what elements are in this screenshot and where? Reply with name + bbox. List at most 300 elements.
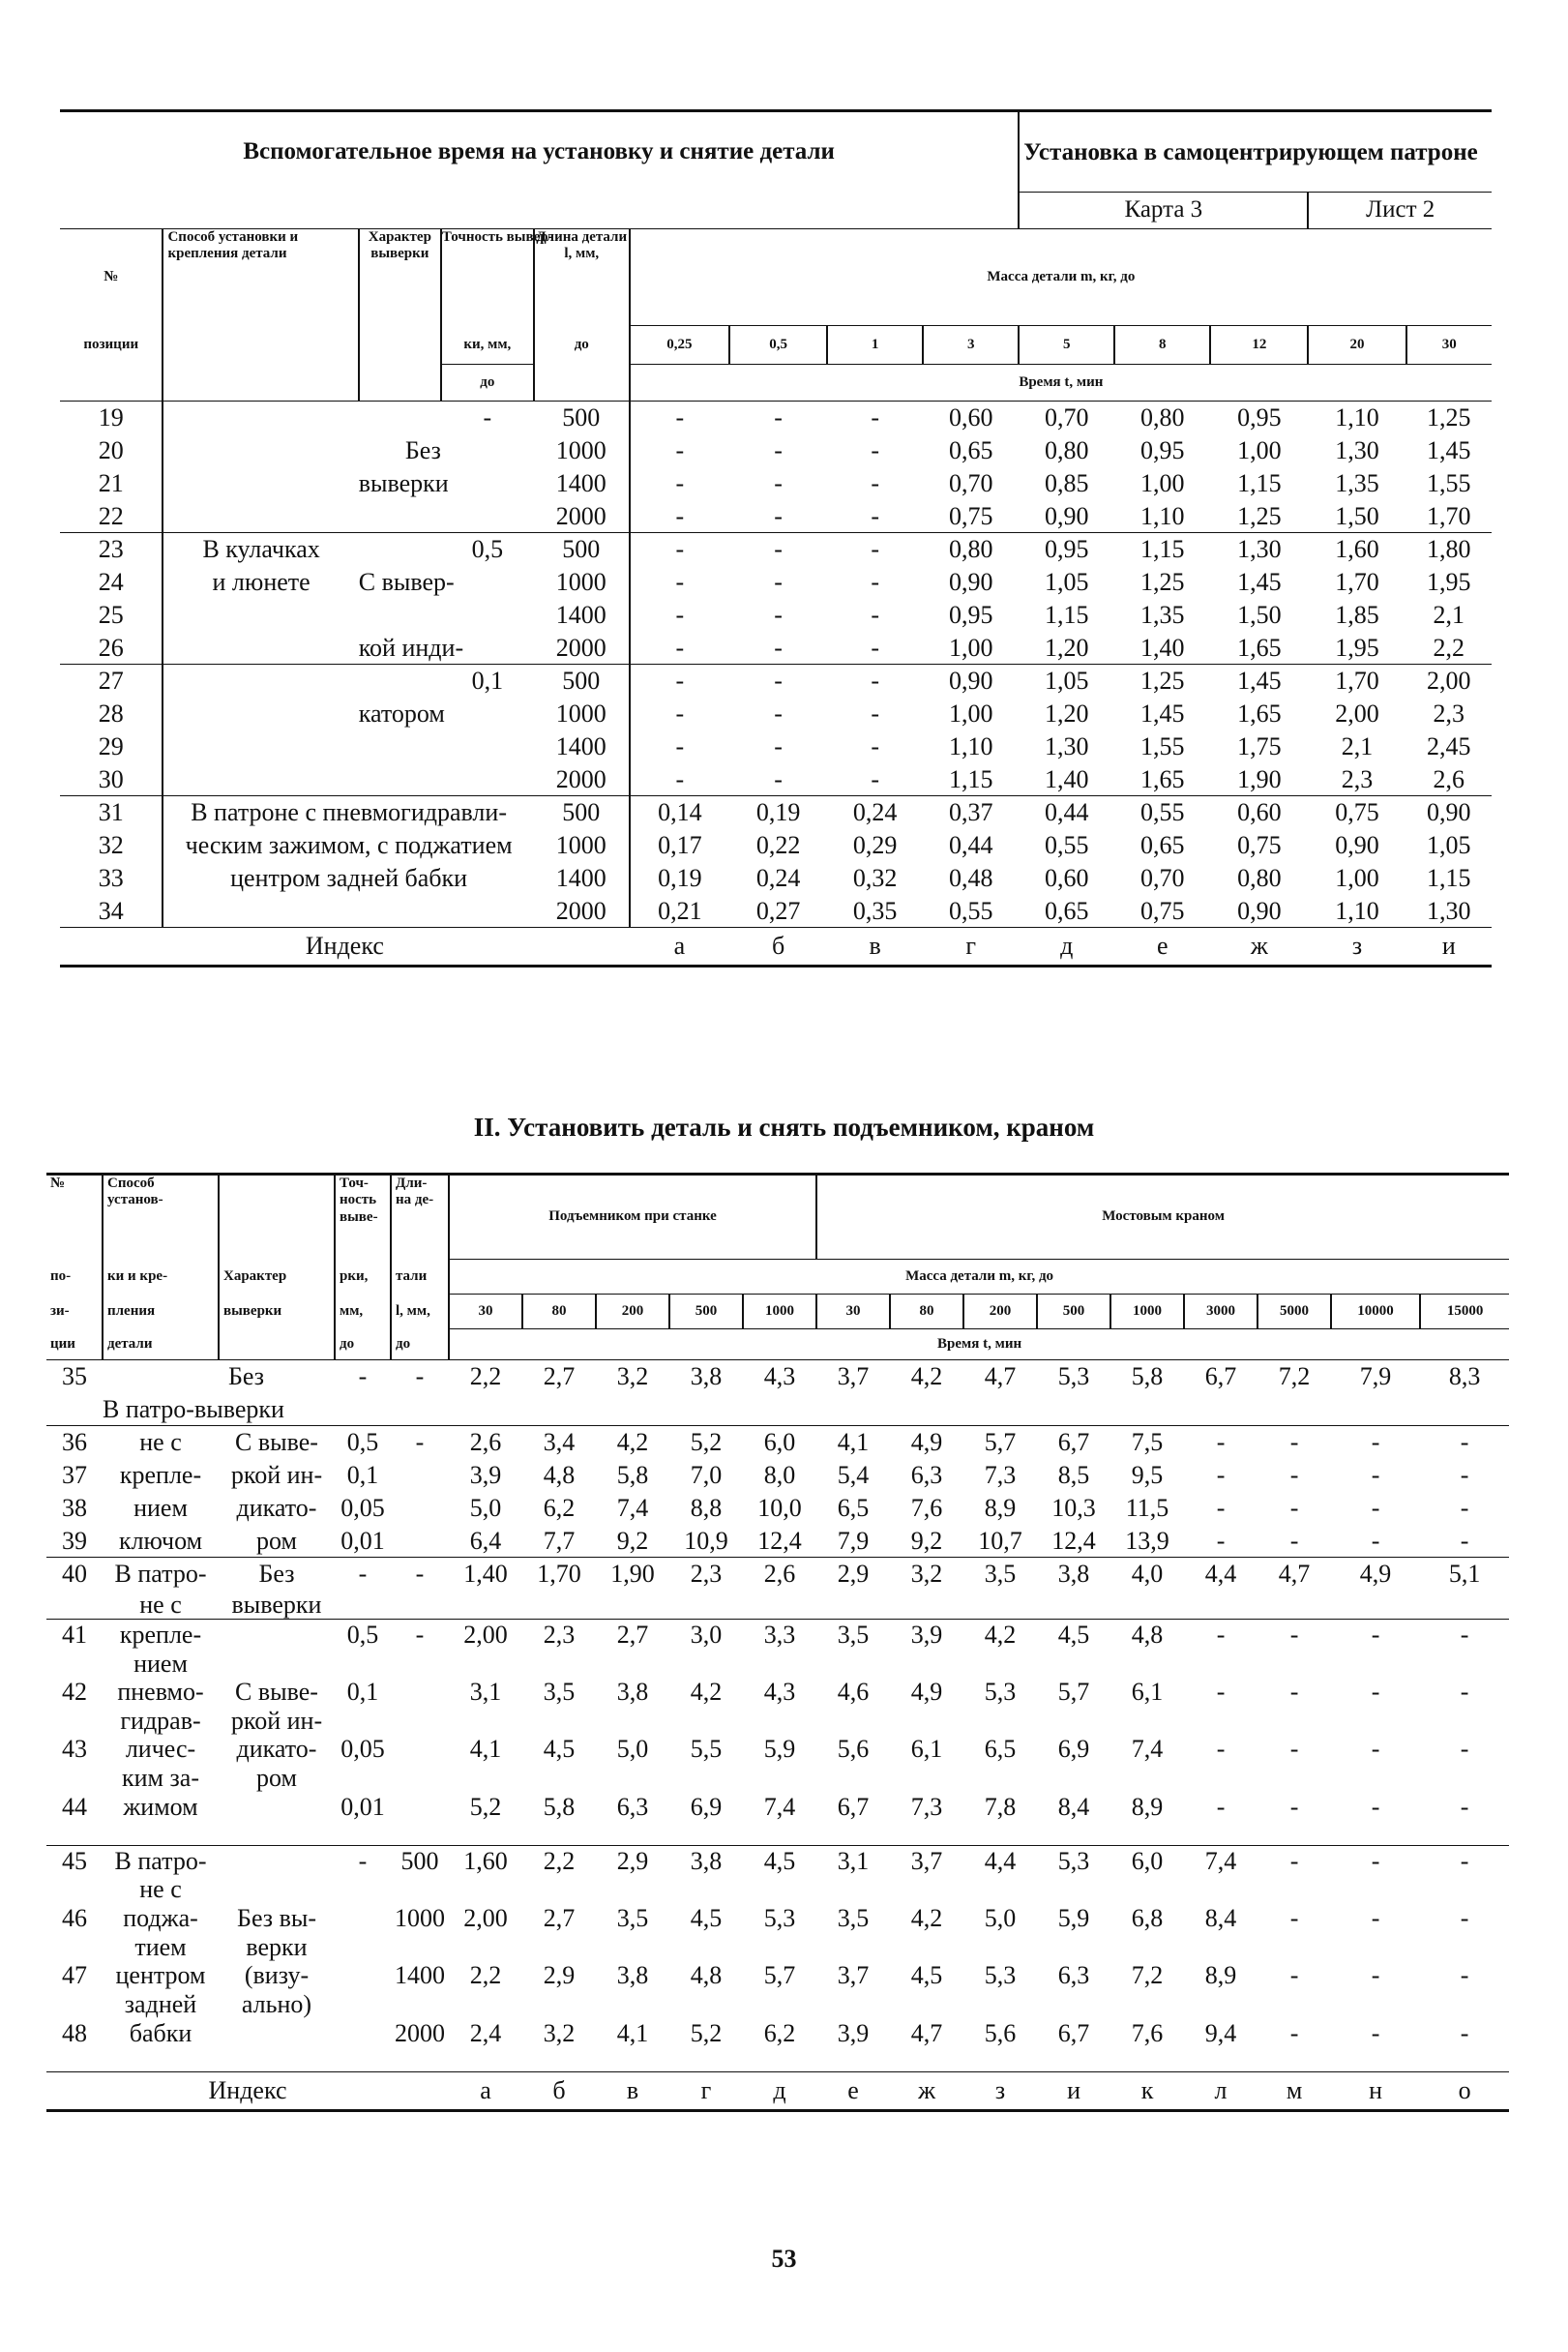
- blank: [743, 1934, 816, 1960]
- time-value: 4,9: [910, 1678, 943, 1707]
- time-value: 6,1: [1131, 1678, 1164, 1707]
- blank: [1257, 2048, 1331, 2071]
- time-value: 8,4: [1204, 1904, 1237, 1933]
- time-value: 7,3: [984, 1460, 1017, 1489]
- blank: [391, 1934, 449, 1960]
- time-value: 0,90: [1335, 830, 1379, 859]
- col-acc-3: до: [441, 365, 534, 402]
- char-cell: [359, 665, 441, 698]
- time-value: 7,2: [1131, 1961, 1164, 1990]
- blank: [46, 1393, 103, 1426]
- time-value: -: [1216, 1460, 1226, 1489]
- table-row: [60, 599, 1492, 632]
- blank: [1420, 1991, 1509, 2017]
- index-value: м: [1286, 2076, 1303, 2105]
- time-value: 7,6: [910, 1493, 943, 1522]
- blank: [1257, 1934, 1331, 1960]
- time-value: 0,80: [1045, 435, 1089, 464]
- blank: [391, 1765, 449, 1791]
- method-cell: ключом: [118, 1526, 203, 1555]
- time-value: 1,90: [1237, 764, 1282, 793]
- blank: [449, 1934, 522, 1960]
- time-value: 1,55: [1427, 468, 1471, 497]
- time-value: 5,3: [984, 1961, 1017, 1990]
- time-value: 0,95: [948, 600, 993, 629]
- time-value: 3,5: [616, 1904, 649, 1933]
- length-cell: [391, 1677, 449, 1708]
- table-row: [46, 1558, 1509, 1591]
- col-method: Способ установки и крепления детали: [163, 229, 358, 326]
- time-value: -: [1371, 1904, 1380, 1933]
- blank: [669, 1708, 743, 1734]
- col-no-2: по-: [50, 1267, 72, 1284]
- time-value: 4,6: [837, 1678, 870, 1707]
- mass-col: 5: [1019, 326, 1114, 365]
- time-value: 0,95: [1045, 535, 1089, 564]
- method-cell: [163, 895, 533, 928]
- time-value: 12,4: [1051, 1526, 1096, 1555]
- time-value: 7,0: [690, 1460, 723, 1489]
- table-row: [60, 763, 1492, 796]
- time-value: 3,1: [469, 1678, 502, 1707]
- time-value: 1,05: [1045, 567, 1089, 596]
- blank: [1257, 1393, 1331, 1426]
- table-row: [46, 1591, 1509, 1620]
- blank: [1110, 1934, 1184, 1960]
- char-cell: Без: [228, 1362, 265, 1391]
- blank: [1257, 1591, 1331, 1620]
- blank: [335, 2048, 391, 2071]
- col-len-4: до: [391, 1329, 449, 1360]
- time-value: 4,1: [616, 2018, 649, 2047]
- blank: [449, 1393, 522, 1426]
- time-value: -: [1289, 1846, 1299, 1875]
- blank: [1037, 1393, 1110, 1426]
- time-value: -: [871, 403, 879, 432]
- time-value: 0,24: [852, 798, 898, 827]
- method-cell: В патро-выверки: [103, 1394, 284, 1423]
- length-cell: [391, 1734, 449, 1765]
- table-row: [46, 1822, 1509, 1845]
- blank: [391, 1651, 449, 1677]
- row-number: 47: [62, 1961, 87, 1990]
- time-value: -: [675, 667, 685, 696]
- blank: [669, 1591, 743, 1620]
- mass-col: 200: [596, 1295, 669, 1329]
- blank: [669, 1991, 743, 2017]
- time-value: -: [871, 731, 879, 760]
- time-value: 0,55: [948, 896, 993, 925]
- time-value: 1,60: [1335, 535, 1379, 564]
- table-row: [60, 730, 1492, 763]
- acc-cell: -: [358, 1560, 368, 1589]
- time-value: 5,3: [763, 1904, 796, 1933]
- method-cell: не с: [139, 1428, 182, 1457]
- time-value: -: [774, 667, 783, 696]
- time-value: 4,7: [1278, 1560, 1311, 1589]
- blank: [1331, 1708, 1420, 1734]
- time-value: 0,29: [852, 830, 898, 859]
- time-value: -: [774, 633, 783, 662]
- time-value: -: [675, 633, 685, 662]
- time-value: 5,3: [984, 1678, 1017, 1707]
- mass-col: 1000: [743, 1295, 816, 1329]
- blank: [449, 1591, 522, 1620]
- table-row: [46, 1393, 1509, 1426]
- col-acc-line: Точ-: [340, 1176, 369, 1191]
- time-value: -: [871, 764, 879, 793]
- time-value: -: [871, 435, 879, 464]
- time-value: 3,1: [837, 1846, 870, 1875]
- acc-cell: 0,1: [346, 1678, 379, 1707]
- time-value: 1,95: [1335, 633, 1379, 662]
- blank: [391, 1708, 449, 1734]
- length-cell: 2000: [534, 763, 630, 796]
- time-value: 0,19: [755, 798, 801, 827]
- method-cell: тием: [134, 1932, 187, 1961]
- blank: [335, 1822, 391, 1845]
- acc-cell: 0,5: [346, 1621, 379, 1650]
- time-value: -: [1289, 1735, 1299, 1764]
- blank: [522, 1393, 596, 1426]
- row-number: 34: [98, 896, 124, 925]
- time-value: 7,4: [1131, 1735, 1164, 1764]
- time-value: -: [1371, 2018, 1380, 2047]
- char-cell: С вывер-: [358, 567, 455, 596]
- time-value: 0,75: [1237, 830, 1282, 859]
- table-row: [60, 796, 1492, 829]
- time-value: -: [774, 468, 783, 497]
- blank: [890, 1991, 963, 2017]
- method-cell: В патроне с пневмогидравли-: [163, 796, 533, 829]
- row-number: 20: [98, 435, 124, 464]
- row-number: 45: [62, 1846, 87, 1875]
- col-len: [391, 1175, 449, 1260]
- time-value: 11,5: [1125, 1493, 1169, 1522]
- time-value: 0,32: [852, 863, 898, 892]
- index-value: ж: [918, 2076, 936, 2105]
- char-cell: [219, 1791, 335, 1822]
- time-value: 0,22: [755, 830, 801, 859]
- blank: [1420, 1765, 1509, 1791]
- time-value: -: [774, 600, 783, 629]
- blank: [596, 1708, 669, 1734]
- mass-col: 0,25: [630, 326, 729, 365]
- time-value: 2,9: [543, 1961, 576, 1990]
- col-len-line: Дли-: [396, 1176, 428, 1191]
- length-cell: -: [415, 1560, 425, 1589]
- blank: [743, 1876, 816, 1902]
- col-char-2: выверки: [219, 1295, 335, 1329]
- blank: [1184, 1708, 1257, 1734]
- index-value: д: [1060, 932, 1074, 961]
- blank: [1037, 1991, 1110, 2017]
- time-value: 2,45: [1427, 731, 1471, 760]
- blank: [46, 1822, 103, 1845]
- blank: [1420, 1876, 1509, 1902]
- char-cell: катором: [358, 699, 445, 728]
- time-value: 8,3: [1448, 1362, 1481, 1391]
- acc-cell: 0,01: [340, 1526, 385, 1555]
- char-cell: ркой ин-: [230, 1706, 323, 1735]
- index-value: б: [552, 2076, 566, 2105]
- time-value: -: [1460, 1493, 1469, 1522]
- row-number: 26: [98, 633, 124, 662]
- blank: [743, 1708, 816, 1734]
- time-value: 2,00: [463, 1621, 508, 1650]
- time-value: 1,30: [1237, 535, 1282, 564]
- mass-col: 80: [890, 1295, 963, 1329]
- time-value: 10,9: [684, 1526, 728, 1555]
- blank: [890, 1822, 963, 1845]
- index-row: [60, 928, 1492, 967]
- table-row: [60, 698, 1492, 730]
- time-value: 5,0: [984, 1904, 1017, 1933]
- time-value: 3,4: [543, 1428, 576, 1457]
- time-value: 2,2: [1433, 633, 1465, 662]
- method-cell: крепле-: [119, 1621, 202, 1650]
- time-value: 2,9: [837, 1560, 870, 1589]
- method-cell: [103, 1822, 219, 1845]
- table-row: [46, 1903, 1509, 1934]
- length-cell: 2000: [395, 2018, 445, 2047]
- time-value: -: [871, 667, 879, 696]
- sheet-label: Лист 2: [1308, 193, 1492, 229]
- time-value: 3,5: [837, 1621, 870, 1650]
- time-value: 3,2: [616, 1362, 649, 1391]
- time-value: 10,0: [757, 1493, 802, 1522]
- time-value: 6,4: [469, 1526, 502, 1555]
- blank: [816, 1765, 890, 1791]
- mass-col: 10000: [1331, 1295, 1420, 1329]
- index-label: Индекс: [305, 932, 384, 961]
- time-value: 0,75: [948, 501, 993, 530]
- time-value: 1,55: [1140, 731, 1185, 760]
- blank: [1110, 2048, 1184, 2071]
- time-value: 0,95: [1237, 403, 1282, 432]
- blank: [335, 1651, 391, 1677]
- time-value: 7,4: [763, 1792, 796, 1821]
- time-value: 6,2: [543, 1493, 576, 1522]
- time-value: 1,25: [1427, 403, 1471, 432]
- length-cell: 2000: [534, 500, 630, 533]
- time-header: Время t, мин: [630, 365, 1492, 402]
- blank: [596, 1765, 669, 1791]
- char-cell: [219, 1876, 335, 1902]
- time-value: 1,00: [1237, 435, 1282, 464]
- index-label: Индекс: [208, 2076, 287, 2105]
- time-value: 9,5: [1131, 1460, 1164, 1489]
- time-value: 0,24: [755, 863, 801, 892]
- acc-cell: [335, 1903, 391, 1934]
- time-value: -: [774, 403, 783, 432]
- blank: [816, 1651, 890, 1677]
- mass-col: 1: [827, 326, 923, 365]
- time-value: 3,2: [543, 2018, 576, 2047]
- blank: [1331, 1765, 1420, 1791]
- caption-right: Установка в самоцентрирующем патроне: [1023, 138, 1478, 165]
- row-number: 39: [62, 1526, 87, 1555]
- blank: [596, 1591, 669, 1620]
- time-value: -: [1371, 1493, 1380, 1522]
- blank: [335, 1591, 391, 1620]
- index-value: и: [1441, 932, 1456, 961]
- blank: [449, 2048, 522, 2071]
- time-value: 1,10: [1335, 896, 1379, 925]
- blank: [46, 1991, 103, 2017]
- blank: [46, 2048, 103, 2071]
- time-value: 1,25: [1140, 667, 1185, 696]
- method-cell: [163, 632, 358, 665]
- time-value: -: [1289, 1526, 1299, 1555]
- char-cell: [359, 599, 441, 632]
- acc-cell: 0,5: [346, 1428, 379, 1457]
- time-value: 5,6: [984, 2018, 1017, 2047]
- time-value: 1,10: [1335, 403, 1379, 432]
- time-value: 1,90: [610, 1560, 655, 1589]
- time-value: 5,3: [1057, 1846, 1090, 1875]
- time-value: 3,5: [543, 1678, 576, 1707]
- method-cell: ческим зажимом, с поджатием: [163, 829, 533, 862]
- time-value: 1,00: [1335, 863, 1379, 892]
- time-value: -: [675, 600, 685, 629]
- blank: [890, 1591, 963, 1620]
- blank: [1184, 1876, 1257, 1902]
- time-value: 2,7: [543, 1904, 576, 1933]
- time-value: 1,00: [948, 633, 993, 662]
- blank: [1037, 1876, 1110, 1902]
- method-cell: [163, 467, 358, 500]
- blank: [1110, 1591, 1184, 1620]
- method-cell: В кулачках: [163, 533, 358, 566]
- mass-col: 20: [1308, 326, 1405, 365]
- method-cell: личес-: [125, 1735, 196, 1764]
- char-cell: Без: [258, 1560, 295, 1589]
- time-value: 4,4: [984, 1846, 1017, 1875]
- time-value: 0,44: [1045, 798, 1089, 827]
- time-value: 7,9: [837, 1526, 870, 1555]
- time-value: 1,40: [1045, 764, 1089, 793]
- blank: [1420, 1822, 1509, 1845]
- blank: [963, 1393, 1037, 1426]
- blank: [816, 1708, 890, 1734]
- length-cell: 500: [534, 665, 630, 698]
- length-cell: 1000: [534, 829, 630, 862]
- time-value: -: [871, 699, 879, 728]
- blank: [1184, 1991, 1257, 2017]
- time-value: 0,70: [948, 468, 993, 497]
- acc-cell: [441, 500, 534, 533]
- blank: [963, 1876, 1037, 1902]
- time-value: -: [1371, 1792, 1380, 1821]
- blank: [596, 2048, 669, 2071]
- acc-cell: [441, 434, 534, 467]
- time-value: 3,8: [1057, 1560, 1090, 1589]
- acc-cell: 0,05: [340, 1735, 385, 1764]
- length-cell: 1000: [395, 1904, 445, 1933]
- time-value: 4,3: [763, 1362, 796, 1391]
- time-value: -: [1216, 1493, 1226, 1522]
- blank: [449, 1991, 522, 2017]
- time-value: 9,2: [616, 1526, 649, 1555]
- time-value: 6,3: [910, 1460, 943, 1489]
- blank: [890, 2048, 963, 2071]
- index-value: и: [1067, 2076, 1080, 2105]
- time-value: 2,7: [543, 1362, 576, 1391]
- index-value: ж: [1250, 932, 1268, 961]
- time-value: 4,2: [910, 1904, 943, 1933]
- table-row: [46, 1734, 1509, 1765]
- time-value: 1,00: [948, 699, 993, 728]
- time-value: 0,80: [1237, 863, 1282, 892]
- time-value: -: [871, 633, 879, 662]
- time-value: 0,65: [1045, 896, 1089, 925]
- time-value: 10,7: [978, 1526, 1022, 1555]
- row-number: 28: [98, 699, 124, 728]
- time-value: -: [871, 468, 879, 497]
- table-row: [60, 533, 1492, 566]
- time-value: 3,7: [910, 1846, 943, 1875]
- time-value: -: [1289, 1961, 1299, 1990]
- time-value: 10,3: [1051, 1493, 1096, 1522]
- time-value: 4,5: [910, 1961, 943, 1990]
- time-value: 0,65: [948, 435, 993, 464]
- time-value: 0,75: [1335, 798, 1379, 827]
- time-value: 2,3: [1341, 764, 1374, 793]
- acc-cell: 0,05: [340, 1493, 385, 1522]
- time-value: 4,5: [690, 1904, 723, 1933]
- blank: [816, 1591, 890, 1620]
- time-value: 0,80: [948, 535, 993, 564]
- blank: [449, 1708, 522, 1734]
- time-value: 3,8: [690, 1362, 723, 1391]
- time-value: 4,5: [763, 1846, 796, 1875]
- blank: [46, 1765, 103, 1791]
- acc-cell: [441, 599, 534, 632]
- blank: [596, 1934, 669, 1960]
- time-value: 6,7: [837, 1792, 870, 1821]
- method-cell: нием: [133, 1493, 188, 1522]
- length-cell: 1400: [395, 1961, 445, 1990]
- acc-cell: 0,5: [471, 535, 504, 564]
- time-value: 2,6: [469, 1428, 502, 1457]
- table-row: [46, 1620, 1509, 1651]
- blank: [1037, 1822, 1110, 1845]
- table-row: [60, 632, 1492, 665]
- length-cell: -: [415, 1362, 425, 1391]
- time-value: 8,9: [1204, 1961, 1237, 1990]
- time-value: 1,30: [1427, 896, 1471, 925]
- lift-header: Подъемником при станке: [449, 1175, 816, 1260]
- index-value: з: [1351, 932, 1363, 961]
- time-header: Время t, мин: [449, 1329, 1509, 1360]
- row-number: 48: [62, 2018, 87, 2047]
- time-value: 0,95: [1140, 435, 1185, 464]
- time-value: 5,1: [1448, 1560, 1481, 1589]
- table-row: [46, 2017, 1509, 2048]
- time-value: -: [1289, 1493, 1299, 1522]
- blank: [522, 1651, 596, 1677]
- blank: [1110, 1765, 1184, 1791]
- blank: [743, 1765, 816, 1791]
- index-value: д: [773, 2076, 786, 2105]
- table-2-head: [46, 1175, 1509, 1360]
- time-value: 1,60: [463, 1846, 508, 1875]
- length-cell: -: [415, 1428, 425, 1457]
- time-value: 0,44: [948, 830, 993, 859]
- time-value: -: [774, 435, 783, 464]
- blank: [963, 1934, 1037, 1960]
